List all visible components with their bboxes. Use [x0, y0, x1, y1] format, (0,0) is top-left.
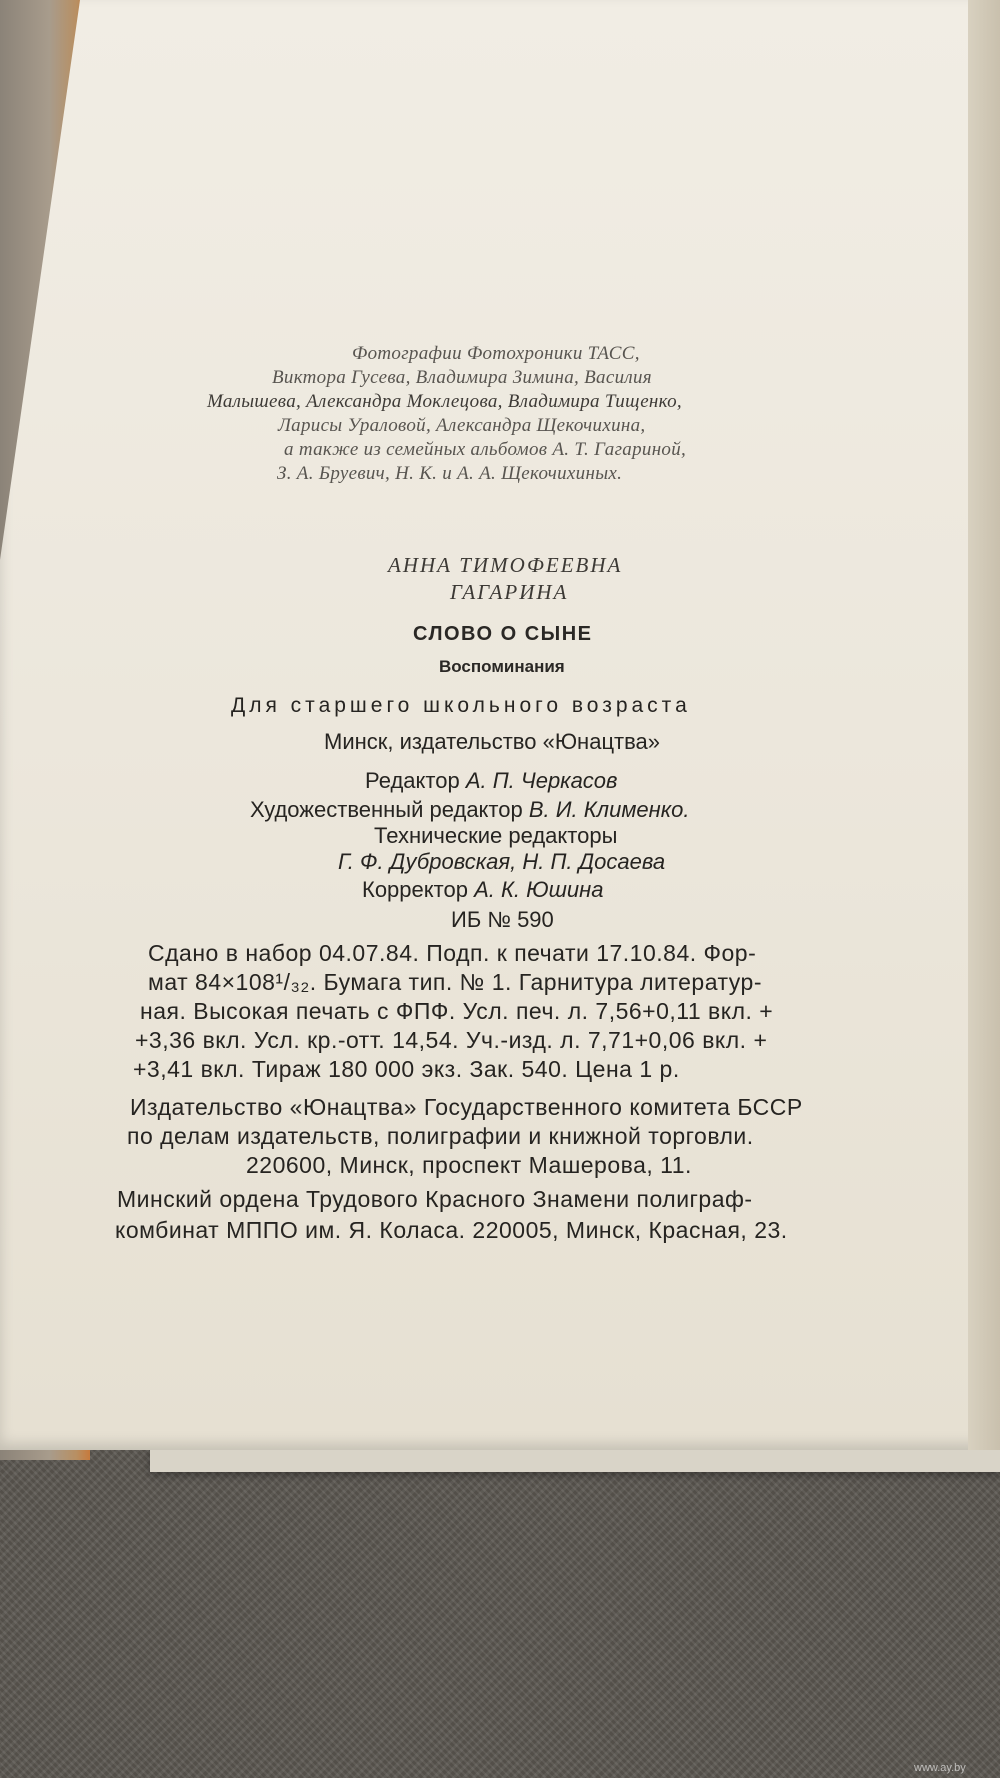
audience-note: Для старшего школьного возраста: [231, 694, 691, 717]
editor-name: А. П. Черкасов: [465, 768, 618, 793]
printer-detail-line: комбинат МППО им. Я. Коласа. 220005, Минск, Красная, 23.: [115, 1217, 788, 1243]
corrector-label: Корректор: [362, 877, 468, 902]
credit-line: Ларисы Ураловой, Александра Щекочихина,: [278, 415, 646, 436]
art-editor-label: Художественный редактор: [250, 797, 523, 822]
credit-line: Виктора Гусева, Владимира Зимина, Василия: [272, 367, 652, 388]
print-detail-line: +3,36 вкл. Усл. кр.-отт. 14,54. Уч.-изд. л. 7,71+0,06 вкл. +: [135, 1027, 768, 1053]
print-detail-line: ная. Высокая печать с ФПФ. Усл. печ. л. 7,56+0,11 вкл. +: [140, 998, 774, 1024]
editor-credit: [365, 768, 618, 794]
art-editor-credit: [250, 797, 690, 823]
book-genre: Воспоминания: [439, 657, 565, 676]
publisher-detail-line: 220600, Минск, проспект Машерова, 11.: [246, 1152, 692, 1178]
print-detail-line: +3,41 вкл. Тираж 180 000 экз. Зак. 540. Цена 1 р.: [133, 1056, 680, 1082]
editor-label: Редактор: [365, 768, 460, 793]
watermark: www.ay.by: [914, 1762, 966, 1774]
publisher-detail-line: по делам издательств, полиграфии и книжной торговли.: [127, 1123, 754, 1149]
credit-line: а также из семейных альбомов А. Т. Гагариной,: [284, 439, 687, 460]
printer-detail-line: Минский ордена Трудового Красного Знамени полиграф-: [117, 1186, 753, 1212]
book-title: СЛОВО О СЫНЕ: [413, 623, 593, 645]
art-editor-name: В. И. Клименко.: [528, 797, 690, 822]
ib-number: ИБ № 590: [451, 907, 554, 932]
publisher-line: Минск, издательство «Юнацтва»: [324, 729, 661, 754]
print-detail-line: Сдано в набор 04.07.84. Подп. к печати 17.10.84. Фор-: [148, 940, 757, 966]
author-first-names: АННА ТИМОФЕЕВНА: [388, 553, 623, 577]
tablecloth-background: [0, 1440, 1000, 1778]
publisher-detail-line: Издательство «Юнацтва» Государственного комитета БССР: [130, 1094, 803, 1120]
print-detail-line: мат 84×108¹/₃₂. Бумага тип. № 1. Гарнитура литератур-: [148, 969, 762, 995]
book-right-edge: [968, 0, 1000, 1450]
author-surname: ГАГАРИНА: [450, 580, 569, 604]
credit-line: З. А. Бруевич, Н. К. и А. А. Щекочихиных.: [277, 463, 623, 484]
corrector-name: А. К. Юшина: [474, 877, 604, 902]
credit-line: Малышева, Александра Моклецова, Владимира Тищенко,: [207, 391, 682, 412]
credit-line: Фотографии Фотохроники ТАСС,: [352, 343, 640, 364]
tech-editors-label: Технические редакторы: [374, 823, 618, 848]
corrector-credit: [362, 877, 603, 903]
tech-editors-names: Г. Ф. Дубровская, Н. П. Досаева: [338, 849, 666, 874]
